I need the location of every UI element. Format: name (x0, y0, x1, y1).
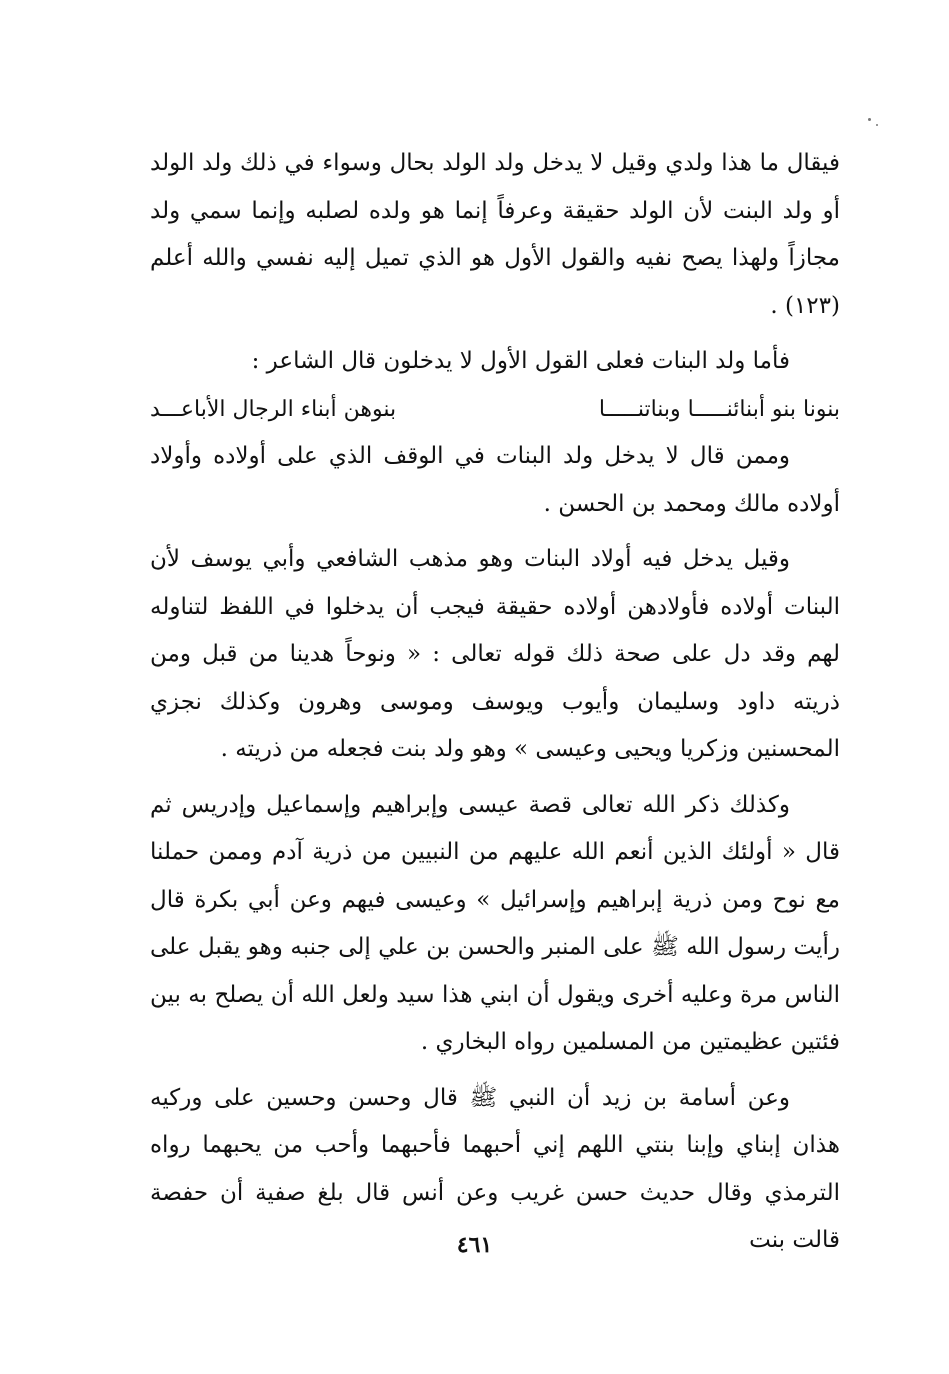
paragraph-gap (150, 774, 840, 782)
paragraph-gap (150, 528, 840, 536)
body-text (150, 140, 840, 1265)
paragraph-gap (150, 1067, 840, 1075)
paragraph-1: فيقال ما هذا ولدي وقيل لا يدخل ولد الولد بحال وسواء في ذلك ولد الولد أو ولد البنت لأن الولد حقيقة وعرفاً إنما هو ولده لصلبه وإنما سمي ولد مجازاً ولهذا يصح نفيه والقول الأول هو الذي تميل إليه نفسي والله أعلم (١٢٣) . (150, 150, 840, 319)
paragraph-2: فأما ولد البنات فعلى القول الأول لا يدخلون قال الشاعر : (251, 348, 790, 374)
scan-speck (868, 118, 871, 121)
verse-first-hemistich: بنونا بنو أبنائنـــــا وبناتنـــــا (598, 396, 840, 422)
paragraph-5: وقيل يدخل فيه أولاد البنات وهو مذهب الشافعي وأبي يوسف لأن البنات أولاده فأولادهن أولاده حقيقة فيجب أن يدخلوا في اللفظ لتناوله لهم وقد دل على صحة ذلك قوله تعالى : « ونوحاً هدينا من قبل ومن ذريته داود وسليمان وأيوب ويوسف وموسى وهرون وكذلك نجزي المحسنين وزكريا ويحيى وعيسى » وهو ولد بنت فجعله من ذريته . (150, 546, 840, 762)
verse-second-hemistich: بنوهن أبناء الرجال الأباعـــد (150, 396, 397, 422)
page-number: ٤٦١ (456, 1232, 493, 1258)
paragraph-7: وعن أسامة بن زيد أن النبي ﷺ قال وحسن وحسين على وركيه هذان إبناي وإبنا بنتي اللهم إني أحبهما فأحبهما وأحب من يحبهما رواه الترمذي وقال حديث حسن غريب وعن أنس قال بلغ صفية أن حفصة قالت بنت (150, 1084, 840, 1253)
paragraph-gap (150, 330, 840, 338)
paragraph-4: وممن قال لا يدخل ولد البنات في الوقف الذي على أولاده وأولاد أولاده مالك ومحمد بن الحسن . (150, 443, 840, 517)
scan-speck (876, 124, 878, 126)
paragraph-6: وكذلك ذكر الله تعالى قصة عيسى وإبراهيم وإسماعيل وإدريس ثم قال « أولئك الذين أنعم الله عليهم من النبيين من ذرية آدم وممن حملنا مع نوح ومن ذرية إبراهيم وإسرائيل » وعيسى فيهم وعن أبي بكرة قال رأيت رسول الله ﷺ على المنبر والحسن بن علي إلى جنبه وهو يقبل على الناس مرة وعليه أخرى ويقول أن ابني هذا سيد ولعل الله أن يصلح به بين فئتين عظيمتين من المسلمين رواه البخاري . (150, 791, 840, 1055)
poetry-verse (150, 386, 840, 434)
